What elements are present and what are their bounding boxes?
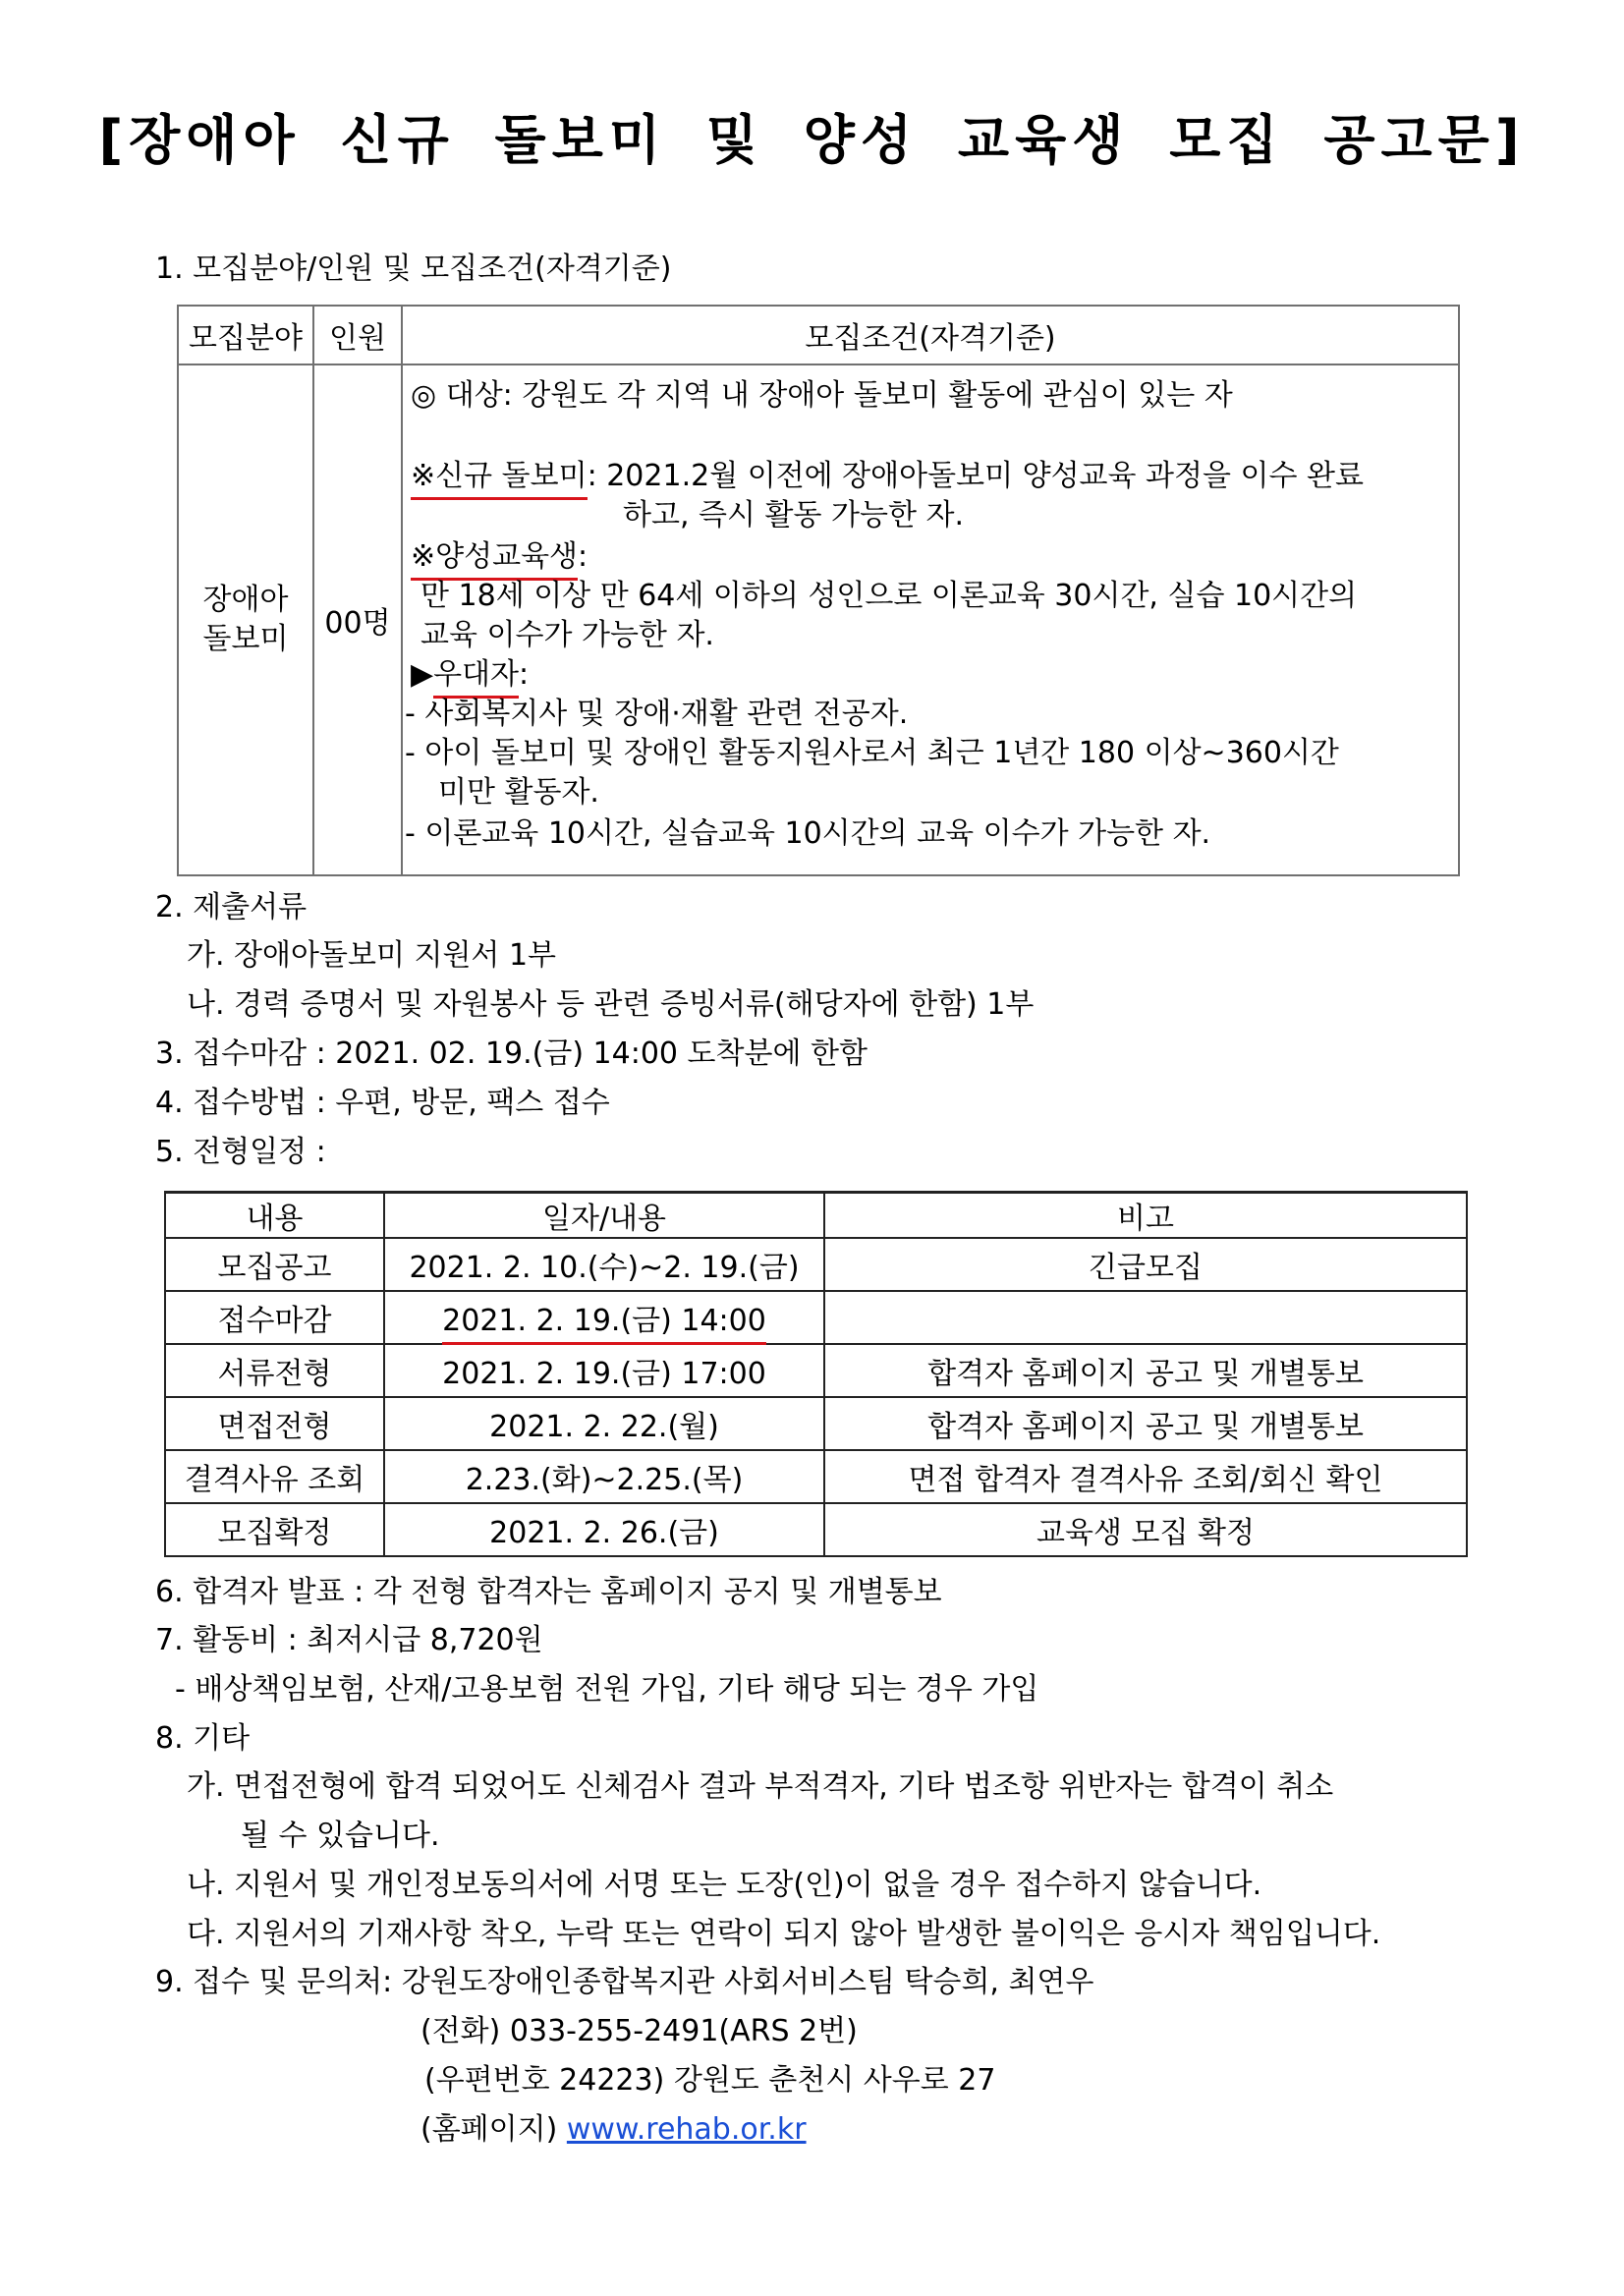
- row-note: [824, 1291, 1467, 1344]
- category-line2: 돌보미: [202, 622, 289, 656]
- new-caregiver-text-cont: 하고, 즉시 활동 가능한 자.: [623, 498, 965, 532]
- section7-heading: 7. 활동비 : 최저시급 8,720원: [155, 1623, 543, 1657]
- section8-item1-cont: 될 수 있습니다.: [241, 1819, 440, 1853]
- contact-address: (우편번호 24223) 강원도 춘천시 사우로 27: [424, 2063, 996, 2098]
- schedule-table: [164, 1191, 1468, 1557]
- preferred-item2-cont: 미만 활동자.: [438, 775, 599, 810]
- qualification-table-header: [178, 306, 1459, 364]
- section2-item1: 가. 장애아돌보미 지원서 1부: [187, 938, 557, 973]
- section6-announcement: 6. 합격자 발표 : 각 전형 합격자는 홈페이지 공지 및 개별통보: [155, 1575, 942, 1609]
- row-date-cell: [384, 1291, 824, 1344]
- section2-heading: 2. 제출서류: [155, 890, 308, 924]
- section4-method: 4. 접수방법 : 우편, 방문, 팩스 접수: [155, 1086, 610, 1120]
- row-date: 2021. 2. 19.(금) 17:00: [384, 1344, 824, 1397]
- contact-homepage: [420, 2111, 807, 2149]
- row-content: 결격사유 조회: [165, 1450, 384, 1503]
- section9-heading: 9. 접수 및 문의처: 강원도장애인종합복지관 사회서비스팀 탁승희, 최연우: [155, 1965, 1094, 1999]
- row-content: 모집공고: [165, 1238, 384, 1291]
- triangle-arrow-icon: ▶: [411, 657, 434, 692]
- page-title: [장애아 신규 돌보미 및 양성 교육생 모집 공고문]: [98, 109, 1526, 171]
- section5-heading: 5. 전형일정 :: [155, 1135, 326, 1169]
- section8-item1: 가. 면접전형에 합격 되었어도 신체검사 결과 부적격자, 기타 법조항 위반자는 합격이 취소: [187, 1769, 1334, 1804]
- header-note: 비고: [824, 1193, 1467, 1239]
- table-row: [165, 1397, 1467, 1450]
- preferred-item1: - 사회복지사 및 장애·재활 관련 전공자.: [405, 697, 909, 731]
- header-content: 내용: [165, 1193, 384, 1239]
- row-note: 합격자 홈페이지 공고 및 개별통보: [824, 1344, 1467, 1397]
- target-line: ◎ 대상: 강원도 각 지역 내 장애아 돌보미 활동에 관심이 있는 자: [411, 378, 1233, 413]
- table-row: [165, 1450, 1467, 1503]
- category-cell: [178, 364, 313, 875]
- qualification-table: [177, 305, 1460, 876]
- row-content: 모집확정: [165, 1503, 384, 1556]
- section7-insurance: - 배상책임보험, 산재/고용보험 전원 가입, 기타 해당 되는 경우 가입: [175, 1672, 1039, 1707]
- preferred-line: [411, 656, 1454, 694]
- qualification-table-row: [178, 364, 1459, 875]
- section3-deadline: 3. 접수마감 : 2021. 02. 19.(금) 14:00 도착분에 한함: [155, 1036, 868, 1071]
- header-category: 모집분야: [178, 306, 313, 364]
- new-caregiver-label: ※신규 돌보미: [411, 459, 588, 500]
- trainee-text1: 만 18세 이상 만 64세 이하의 성인으로 이론교육 30시간, 실습 10시간의: [420, 579, 1358, 613]
- category-line1: 장애아: [202, 583, 289, 617]
- row-note: 면접 합격자 결격사유 조회/회신 확인: [824, 1450, 1467, 1503]
- homepage-link[interactable]: www.rehab.or.kr: [566, 2112, 807, 2147]
- preferred-item2: - 아이 돌보미 및 장애인 활동지원사로서 최근 1년간 180 이상~360시간: [405, 736, 1339, 770]
- trainee-colon: :: [578, 539, 588, 574]
- section8-heading: 8. 기타: [155, 1721, 251, 1756]
- header-count: 인원: [313, 306, 402, 364]
- homepage-label: (홈페이지): [420, 2112, 558, 2147]
- preferred-colon: :: [519, 657, 530, 692]
- table-row: [165, 1344, 1467, 1397]
- schedule-table-header: [165, 1193, 1467, 1239]
- section1-heading: 1. 모집분야/인원 및 모집조건(자격기준): [155, 252, 672, 286]
- row-content: 서류전형: [165, 1344, 384, 1397]
- row-note: 합격자 홈페이지 공고 및 개별통보: [824, 1397, 1467, 1450]
- contact-phone: (전화) 033-255-2491(ARS 2번): [420, 2014, 858, 2048]
- table-row: [165, 1503, 1467, 1556]
- row-note: 긴급모집: [824, 1238, 1467, 1291]
- row-date: 2021. 2. 26.(금): [384, 1503, 824, 1556]
- trainee-line: [411, 538, 1454, 576]
- row-date: 2021. 2. 10.(수)~2. 19.(금): [384, 1238, 824, 1291]
- row-content: 면접전형: [165, 1397, 384, 1450]
- row-note: 교육생 모집 확정: [824, 1503, 1467, 1556]
- new-caregiver-text: : 2021.2월 이전에 장애아돌보미 양성교육 과정을 이수 완료: [587, 459, 1364, 493]
- section2-item2: 나. 경력 증명서 및 자원봉사 등 관련 증빙서류(해당자에 한함) 1부: [187, 987, 1035, 1022]
- header-date: 일자/내용: [384, 1193, 824, 1239]
- count-cell: 00명: [313, 364, 402, 875]
- conditions-cell: [402, 364, 1459, 875]
- section8-item3: 다. 지원서의 기재사항 착오, 누락 또는 연락이 되지 않아 발생한 불이익은 응시자 책임입니다.: [187, 1917, 1381, 1951]
- section8-item2: 나. 지원서 및 개인정보동의서에 서명 또는 도장(인)이 없을 경우 접수하지 않습니다.: [187, 1868, 1262, 1902]
- table-row: [165, 1291, 1467, 1344]
- new-caregiver-line: [411, 458, 1454, 495]
- preferred-label: 우대자: [433, 657, 519, 699]
- table-row: [165, 1238, 1467, 1291]
- row-date: 2.23.(화)~2.25.(목): [384, 1450, 824, 1503]
- row-content: 접수마감: [165, 1291, 384, 1344]
- header-conditions: 모집조건(자격기준): [402, 306, 1459, 364]
- row-date: 2021. 2. 22.(월): [384, 1397, 824, 1450]
- trainee-label: ※양성교육생: [411, 539, 578, 581]
- trainee-text2: 교육 이수가 가능한 자.: [420, 618, 714, 652]
- row-date: 2021. 2. 19.(금) 14:00: [442, 1304, 766, 1345]
- preferred-item3: - 이론교육 10시간, 실습교육 10시간의 교육 이수가 가능한 자.: [405, 816, 1211, 851]
